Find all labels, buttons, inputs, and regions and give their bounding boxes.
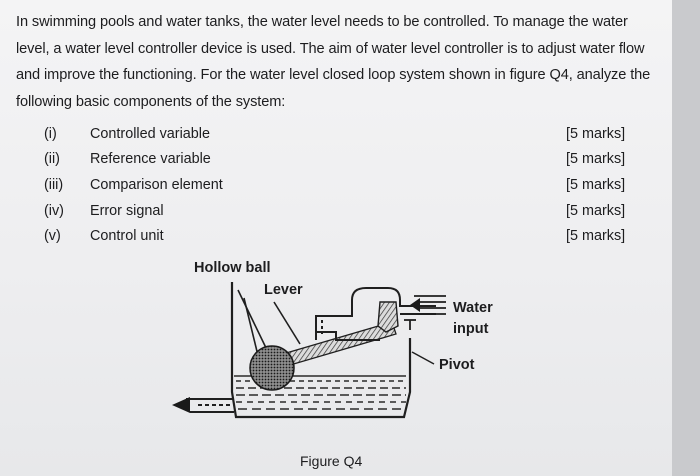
lever-label: Lever xyxy=(264,282,303,298)
valve-plug xyxy=(378,302,398,332)
item-marks: [5 marks] xyxy=(566,228,626,244)
water-input-label-2: input xyxy=(453,321,489,337)
item-label: Comparison element xyxy=(90,177,223,193)
pivot-label: Pivot xyxy=(439,357,475,373)
item-number: (i) xyxy=(44,126,57,142)
pivot-post xyxy=(404,320,416,350)
item-number: (iv) xyxy=(44,203,64,219)
item-number: (v) xyxy=(44,228,61,244)
outlet-pipe xyxy=(186,399,234,412)
hollow-ball xyxy=(250,346,294,390)
item-marks: [5 marks] xyxy=(566,203,626,219)
outlet-arrow xyxy=(172,397,190,413)
lever-arm xyxy=(276,322,396,368)
hollow-ball-label: Hollow ball xyxy=(194,260,271,276)
item-label: Control unit xyxy=(90,228,164,244)
hollow-ball-pointer xyxy=(238,290,268,352)
item-label: Error signal xyxy=(90,203,164,219)
item-marks: [5 marks] xyxy=(566,151,626,167)
item-number: (ii) xyxy=(44,151,60,167)
pivot-pointer xyxy=(412,352,434,364)
water-input-label-1: Water xyxy=(453,300,493,316)
item-label: Controlled variable xyxy=(90,126,210,142)
item-marks: [5 marks] xyxy=(566,177,626,193)
item-number: (iii) xyxy=(44,177,64,193)
question-paragraph: In swimming pools and water tanks, the water level needs to be controlled. To manage the water level, a water level controller device is used. The aim of water level controller is to adjust water flow and improve the functioning. For the water level closed loop system shown in figure Q4, analyze the following basic components of the system: xyxy=(16,14,651,110)
lever-pointer xyxy=(274,302,300,344)
item-marks: [5 marks] xyxy=(566,126,626,142)
figure-caption: Figure Q4 xyxy=(300,453,363,469)
item-label: Reference variable xyxy=(90,151,211,167)
